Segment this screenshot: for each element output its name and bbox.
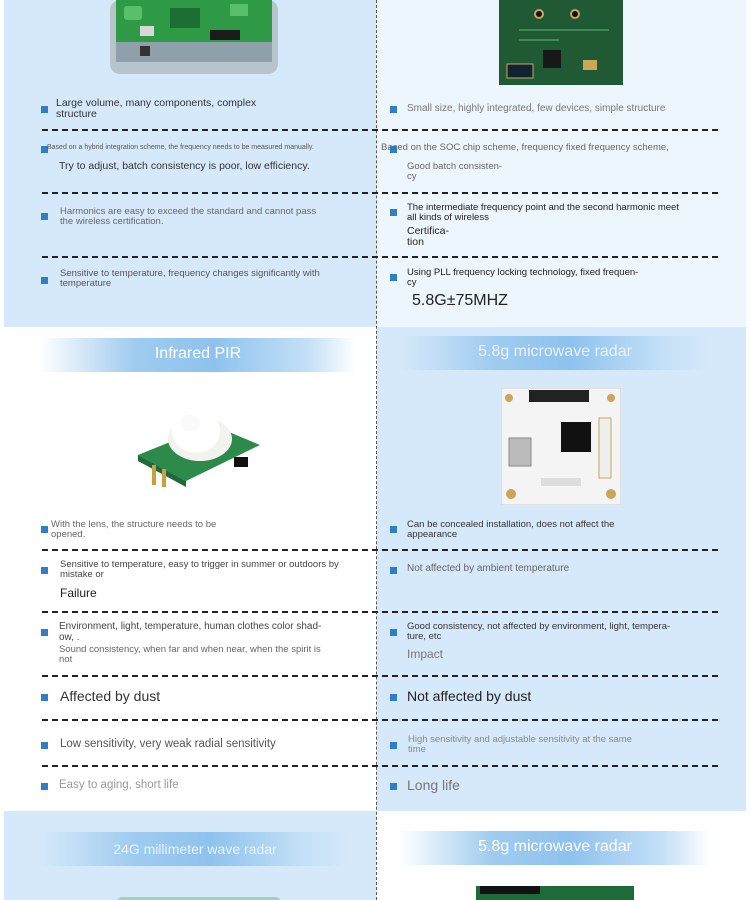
top-left-row-2: Based on a hybrid integration scheme, the frequency needs to be measured manually. Try to adjust, batch consistency is poor, low efficiency.	[47, 144, 314, 173]
top-left-row-1: Large volume, many components, complex structure	[56, 97, 257, 121]
bullet-icon	[390, 274, 397, 281]
microwave-row-1: Can be concealed installation, does not affect the appearance	[407, 519, 615, 540]
microwave-module-image-2	[476, 886, 634, 900]
bullet-icon	[390, 742, 397, 749]
row-divider	[42, 549, 718, 551]
microwave-row-4: Not affected by dust	[407, 688, 532, 704]
bullet-icon	[41, 694, 48, 701]
bullet-icon	[390, 567, 397, 574]
top-left-row-4: Sensitive to temperature, frequency changes significantly with temperature	[60, 268, 320, 289]
bullet-icon	[41, 106, 48, 113]
pcb-board-image	[499, 0, 623, 85]
microwave-title-banner	[400, 336, 710, 370]
pir-sensor-image	[138, 405, 260, 489]
row-divider	[42, 675, 718, 677]
sensor-module-image	[110, 0, 278, 74]
bullet-icon	[41, 783, 48, 790]
bullet-icon	[390, 783, 397, 790]
bullet-icon	[41, 277, 48, 284]
pir-row-6: Easy to aging, short life	[59, 779, 179, 791]
bullet-icon	[41, 213, 48, 220]
row-divider	[42, 129, 718, 131]
row-divider	[42, 765, 718, 767]
bullet-icon	[390, 694, 397, 701]
mmwave-module-image	[118, 892, 280, 900]
top-left-row-3: Harmonics are easy to exceed the standard and cannot pass the wireless certification.	[60, 206, 317, 227]
microwave-row-3: Good consistency, not affected by environment, light, tempera- ture, etc Impact	[407, 621, 671, 661]
bullet-icon	[41, 567, 48, 574]
bullet-icon	[41, 629, 48, 636]
top-right-row-1: Small size, highly integrated, few devices, simple structure	[407, 103, 666, 114]
bullet-icon	[390, 106, 397, 113]
pir-title: Infrared PIR	[154, 345, 242, 362]
row-divider	[42, 719, 718, 721]
microwave-radar-module-image	[501, 388, 621, 505]
top-right-row-3: The intermediate frequency point and the second harmonic meet all kinds of wireless Certifica- tion	[407, 202, 679, 248]
top-right-row-2: Based on the SOC chip scheme, frequency fixed frequency scheme, Good batch consisten- cy	[381, 142, 669, 182]
bullet-icon	[390, 209, 397, 216]
microwave-title: 5.8g microwave radar	[478, 343, 632, 360]
bullet-icon	[41, 742, 48, 749]
top-right-row-4: Using PLL frequency locking technology, fixed frequen- cy 5.8G±75MHZ	[407, 267, 639, 309]
pir-row-1: With the lens, the structure needs to be opened.	[51, 519, 217, 540]
row-divider	[42, 611, 718, 613]
row-divider	[42, 256, 718, 258]
bullet-icon	[390, 629, 397, 636]
pir-row-5: Low sensitivity, very weak radial sensitivity	[60, 738, 276, 750]
pir-row-3: Environment, light, temperature, human clothes color shad- ow, . Sound consistency, when far and when near, when the spirit is not	[59, 621, 322, 665]
bullet-icon	[41, 526, 48, 533]
mmwave-title: 24G millimeter wave radar	[113, 841, 277, 857]
mmwave-title-banner	[40, 832, 350, 866]
microwave-row-2: Not affected by ambient temperature	[407, 563, 570, 574]
row-divider	[42, 192, 718, 194]
pir-title-banner	[40, 338, 356, 372]
microwave-row-5: High sensitivity and adjustable sensitivity at the same time	[408, 734, 632, 755]
pir-row-2: Sensitive to temperature, easy to trigger in summer or outdoors by mistake or Failure	[60, 559, 339, 600]
bullet-icon	[390, 526, 397, 533]
microwave-title-banner-2	[400, 831, 710, 865]
microwave-title-2: 5.8g microwave radar	[478, 838, 632, 855]
microwave-row-6: Long life	[407, 777, 460, 793]
pir-row-4: Affected by dust	[60, 688, 161, 704]
